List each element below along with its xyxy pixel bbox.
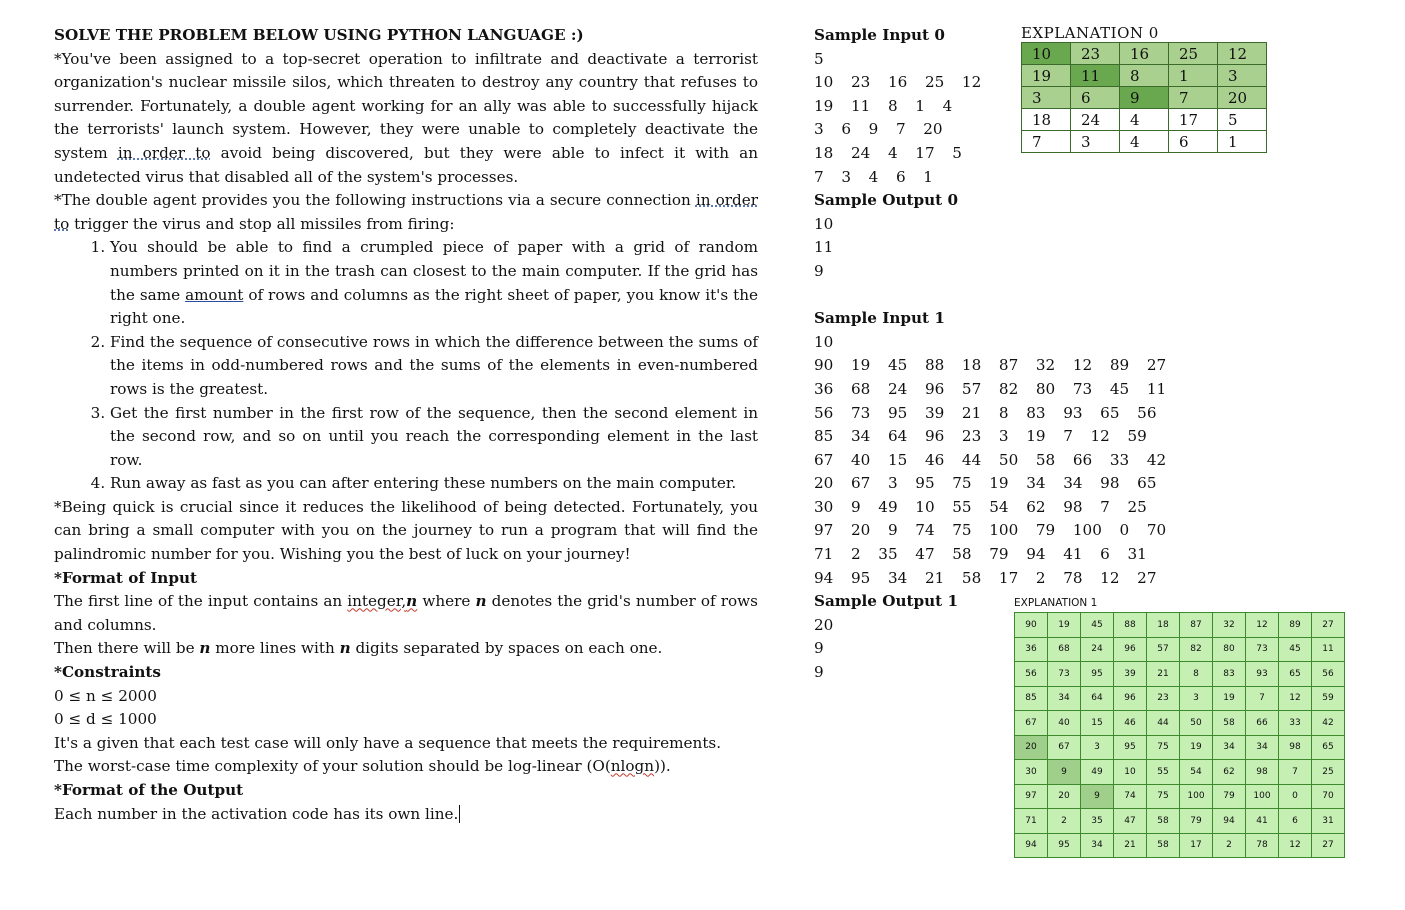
grid-cell: 67 bbox=[1048, 735, 1081, 760]
grid-cell: 16 bbox=[1120, 43, 1169, 65]
grid-row bbox=[1015, 735, 1345, 760]
grid-cell: 27 bbox=[1312, 613, 1345, 638]
grid-cell: 6 bbox=[1071, 87, 1120, 109]
grid-row bbox=[1022, 109, 1267, 131]
step-text: Get the first number in the first row of the sequence, then the second element in the second row, and so on until you reach the corresponding element in the last row. bbox=[110, 403, 758, 469]
grid-cell: 10 bbox=[1022, 43, 1071, 65]
grid-row bbox=[1022, 87, 1267, 109]
fi2-n2: n bbox=[339, 639, 351, 658]
grid-cell: 71 bbox=[1015, 809, 1048, 834]
fi1-n: n bbox=[406, 592, 418, 611]
sample-line: 85 34 64 96 23 3 19 7 12 59 bbox=[814, 427, 1147, 446]
closing-paragraph: *Being quick is crucial since it reduces the likelihood of being detected. Fortunately, you can bring a small computer with you on the journey to run a program that will find the palindromic number for you. Wishing you the best of luck on your journey! bbox=[54, 497, 758, 564]
grid-row bbox=[1015, 760, 1345, 785]
explanation-0-grid bbox=[1021, 42, 1267, 153]
fi1-a: The first line of the input contains an bbox=[54, 592, 348, 611]
format-input-line-1 bbox=[54, 590, 758, 637]
grid-cell: 34 bbox=[1246, 735, 1279, 760]
step-item bbox=[110, 331, 758, 402]
step-item bbox=[110, 402, 758, 473]
grid-cell: 33 bbox=[1279, 711, 1312, 736]
grid-cell: 6 bbox=[1169, 131, 1218, 153]
grid-cell: 3 bbox=[1218, 65, 1267, 87]
grid-cell: 3 bbox=[1022, 87, 1071, 109]
intro-grammar-mark: in order to bbox=[117, 143, 211, 162]
explanation-0-title: EXPLANATION 0 bbox=[1021, 24, 1159, 42]
sample-line: 20 67 3 95 75 19 34 34 98 65 bbox=[814, 474, 1157, 493]
sample-line: 94 95 34 21 58 17 2 78 12 27 bbox=[814, 568, 1157, 587]
fi2-a: Then there will be bbox=[54, 639, 200, 658]
fi1-n2: n bbox=[475, 592, 487, 611]
grid-cell: 9 bbox=[1120, 87, 1169, 109]
sample-line: 10 bbox=[814, 332, 834, 351]
grid-cell: 7 bbox=[1246, 686, 1279, 711]
grid-cell: 41 bbox=[1246, 809, 1279, 834]
sample-line: 97 20 9 74 75 100 79 100 0 70 bbox=[814, 521, 1167, 540]
grid-cell: 64 bbox=[1081, 686, 1114, 711]
grid-cell: 66 bbox=[1246, 711, 1279, 736]
grid-cell: 67 bbox=[1015, 711, 1048, 736]
grid-cell: 93 bbox=[1246, 662, 1279, 687]
grid-row bbox=[1015, 784, 1345, 809]
steps-list bbox=[54, 236, 758, 496]
format-output-line: Each number in the activation code has its own line. bbox=[54, 804, 459, 823]
fi1-integer bbox=[347, 592, 417, 610]
sample-line: 71 2 35 47 58 79 94 41 6 31 bbox=[814, 545, 1147, 564]
grid-cell: 65 bbox=[1312, 735, 1345, 760]
grid-cell: 68 bbox=[1048, 637, 1081, 662]
grid-cell: 89 bbox=[1279, 613, 1312, 638]
grid-cell: 49 bbox=[1081, 760, 1114, 785]
problem-heading: SOLVE THE PROBLEM BELOW USING PYTHON LANGUAGE :) bbox=[54, 26, 584, 44]
grid-cell: 12 bbox=[1279, 686, 1312, 711]
grid-cell: 62 bbox=[1213, 760, 1246, 785]
grid-cell: 0 bbox=[1279, 784, 1312, 809]
grid-cell: 34 bbox=[1213, 735, 1246, 760]
grid-cell: 73 bbox=[1048, 662, 1081, 687]
constraint-d: 0 ≤ d ≤ 1000 bbox=[54, 710, 157, 729]
sample-line: 19 11 8 1 4 bbox=[814, 96, 953, 115]
grid-cell: 50 bbox=[1180, 711, 1213, 736]
sample-line: 10 23 16 25 12 bbox=[814, 73, 982, 92]
grid-cell: 73 bbox=[1246, 637, 1279, 662]
grid-cell: 34 bbox=[1081, 833, 1114, 858]
intro-paragraph bbox=[54, 48, 758, 190]
grid-cell: 78 bbox=[1246, 833, 1279, 858]
grid-cell: 97 bbox=[1015, 784, 1048, 809]
grid-cell: 44 bbox=[1147, 711, 1180, 736]
step-item bbox=[110, 236, 758, 330]
sample-line: 11 bbox=[814, 238, 834, 257]
grid-cell: 11 bbox=[1312, 637, 1345, 662]
grid-cell: 23 bbox=[1071, 43, 1120, 65]
constraints-heading: *Constraints bbox=[54, 663, 161, 682]
grid-cell: 3 bbox=[1071, 131, 1120, 153]
grid-cell: 2 bbox=[1048, 809, 1081, 834]
sample-line: 36 68 24 96 57 82 80 73 45 11 bbox=[814, 379, 1167, 398]
instructions-text-b: trigger the virus and stop all missiles from firing: bbox=[69, 214, 455, 233]
grid-cell: 65 bbox=[1279, 662, 1312, 687]
grid-cell: 35 bbox=[1081, 809, 1114, 834]
grid-cell: 21 bbox=[1147, 662, 1180, 687]
grid-cell: 1 bbox=[1169, 65, 1218, 87]
sample-line: 7 3 4 6 1 bbox=[814, 167, 933, 186]
grid-cell: 85 bbox=[1015, 686, 1048, 711]
sample-output-1-heading: Sample Output 1 bbox=[814, 592, 959, 611]
grid-cell: 10 bbox=[1114, 760, 1147, 785]
grid-cell: 2 bbox=[1213, 833, 1246, 858]
instructions-paragraph bbox=[54, 189, 758, 236]
grid-cell: 25 bbox=[1312, 760, 1345, 785]
grid-cell: 59 bbox=[1312, 686, 1345, 711]
grid-row bbox=[1015, 833, 1345, 858]
grid-cell: 20 bbox=[1015, 735, 1048, 760]
grid-cell: 88 bbox=[1114, 613, 1147, 638]
grid-cell: 95 bbox=[1048, 833, 1081, 858]
grid-cell: 55 bbox=[1147, 760, 1180, 785]
grid-cell: 20 bbox=[1218, 87, 1267, 109]
grid-cell: 7 bbox=[1279, 760, 1312, 785]
grid-cell: 42 bbox=[1312, 711, 1345, 736]
grid-row bbox=[1015, 711, 1345, 736]
fi2-b: more lines with bbox=[210, 639, 340, 658]
text-cursor bbox=[459, 805, 460, 823]
grid-cell: 39 bbox=[1114, 662, 1147, 687]
grid-cell: 24 bbox=[1071, 109, 1120, 131]
explanation-1 bbox=[1014, 597, 1345, 858]
grid-cell: 12 bbox=[1279, 833, 1312, 858]
format-output-text[interactable] bbox=[54, 803, 758, 827]
grid-cell: 19 bbox=[1213, 686, 1246, 711]
grid-cell: 40 bbox=[1048, 711, 1081, 736]
instructions-text-a: *The double agent provides you the following instructions via a secure connection bbox=[54, 191, 696, 210]
grid-cell: 4 bbox=[1120, 131, 1169, 153]
grid-cell: 9 bbox=[1048, 760, 1081, 785]
format-output-heading: *Format of the Output bbox=[54, 781, 244, 799]
grid-cell: 45 bbox=[1081, 613, 1114, 638]
fi1-b: where bbox=[417, 592, 476, 611]
sample-line: 18 24 4 17 5 bbox=[814, 143, 962, 162]
grid-cell: 31 bbox=[1312, 809, 1345, 834]
fi1-u: integer, bbox=[347, 592, 407, 611]
grid-cell: 1 bbox=[1218, 131, 1267, 153]
grid-cell: 19 bbox=[1048, 613, 1081, 638]
grid-cell: 47 bbox=[1114, 809, 1147, 834]
grid-cell: 87 bbox=[1180, 613, 1213, 638]
grid-cell: 80 bbox=[1213, 637, 1246, 662]
grid-row bbox=[1022, 65, 1267, 87]
grid-cell: 17 bbox=[1180, 833, 1213, 858]
grid-cell: 45 bbox=[1279, 637, 1312, 662]
sample-line: 5 bbox=[814, 49, 824, 68]
grid-cell: 79 bbox=[1213, 784, 1246, 809]
sample-input-0-heading: Sample Input 0 bbox=[814, 26, 945, 44]
grid-cell: 83 bbox=[1213, 662, 1246, 687]
grid-cell: 54 bbox=[1180, 760, 1213, 785]
sample-output-1 bbox=[814, 614, 1004, 685]
grid-cell: 18 bbox=[1147, 613, 1180, 638]
grid-cell: 6 bbox=[1279, 809, 1312, 834]
fi2-n: n bbox=[199, 639, 211, 658]
grid-cell: 79 bbox=[1180, 809, 1213, 834]
grid-cell: 24 bbox=[1081, 637, 1114, 662]
explanation-1-grid bbox=[1014, 612, 1345, 858]
grid-cell: 7 bbox=[1022, 131, 1071, 153]
grid-cell: 74 bbox=[1114, 784, 1147, 809]
grid-cell: 56 bbox=[1015, 662, 1048, 687]
intro-text-b: avoid being discovered, but they were able to infect it with an undetected virus that disabled all of the system's processes. bbox=[54, 143, 758, 186]
sample-line: 9 bbox=[814, 639, 824, 658]
grid-cell: 21 bbox=[1114, 833, 1147, 858]
grid-cell: 9 bbox=[1081, 784, 1114, 809]
sample-line: 67 40 15 46 44 50 58 66 33 42 bbox=[814, 450, 1167, 469]
grid-cell: 96 bbox=[1114, 686, 1147, 711]
sample-input-1-heading: Sample Input 1 bbox=[814, 309, 945, 328]
grid-cell: 19 bbox=[1022, 65, 1071, 87]
grid-row bbox=[1015, 637, 1345, 662]
sample-line: 20 bbox=[814, 615, 834, 634]
sample-line: 9 bbox=[814, 261, 824, 280]
sample-input-1 bbox=[814, 331, 1167, 591]
grid-cell: 95 bbox=[1114, 735, 1147, 760]
sample-line: 90 19 45 88 18 87 32 12 89 27 bbox=[814, 356, 1167, 375]
instructions-grammar-mark: in order to bbox=[54, 191, 759, 233]
nc-u: nlogn bbox=[610, 757, 655, 776]
grid-cell: 95 bbox=[1081, 662, 1114, 687]
step-text: Find the sequence of consecutive rows in which the difference between the sums of the items in odd-numbered rows and the sums of the elements in even-numbered rows is the greatest. bbox=[110, 332, 758, 398]
grid-cell: 27 bbox=[1312, 833, 1345, 858]
grid-cell: 15 bbox=[1081, 711, 1114, 736]
grid-cell: 90 bbox=[1015, 613, 1048, 638]
sample-line: 3 6 9 7 20 bbox=[814, 120, 943, 139]
step-item bbox=[110, 472, 758, 496]
nc-a: The worst-case time complexity of your solution should be log-linear (O( bbox=[54, 757, 611, 776]
grid-cell: 32 bbox=[1213, 613, 1246, 638]
grid-cell: 8 bbox=[1180, 662, 1213, 687]
grid-cell: 70 bbox=[1312, 784, 1345, 809]
step-underlined: amount bbox=[185, 285, 244, 304]
grid-cell: 75 bbox=[1147, 784, 1180, 809]
nc-b: )). bbox=[654, 757, 671, 776]
fi2-c: digits separated by spaces on each one. bbox=[350, 639, 663, 658]
grid-cell: 5 bbox=[1218, 109, 1267, 131]
grid-cell: 25 bbox=[1169, 43, 1218, 65]
step-text: You should be able to find a crumpled piece of paper with a grid of random numbers printed on it in the trash can closest to the main computer. If the grid has the same bbox=[110, 238, 758, 304]
grid-cell: 82 bbox=[1180, 637, 1213, 662]
grid-cell: 58 bbox=[1147, 833, 1180, 858]
grid-cell: 30 bbox=[1015, 760, 1048, 785]
grid-cell: 100 bbox=[1180, 784, 1213, 809]
grid-cell: 34 bbox=[1048, 686, 1081, 711]
problem-statement bbox=[54, 24, 758, 826]
grid-cell: 56 bbox=[1312, 662, 1345, 687]
grid-cell: 46 bbox=[1114, 711, 1147, 736]
grid-cell: 58 bbox=[1147, 809, 1180, 834]
grid-cell: 12 bbox=[1246, 613, 1279, 638]
grid-cell: 3 bbox=[1081, 735, 1114, 760]
constraint-n: 0 ≤ n ≤ 2000 bbox=[54, 686, 157, 705]
sample-line: 30 9 49 10 55 54 62 98 7 25 bbox=[814, 497, 1147, 516]
step-text: Run away as fast as you can after entering these numbers on the main computer. bbox=[110, 474, 737, 493]
sample-input-0 bbox=[814, 48, 1004, 190]
grid-row bbox=[1015, 662, 1345, 687]
sample-output-0-heading: Sample Output 0 bbox=[814, 191, 959, 210]
grid-cell: 7 bbox=[1169, 87, 1218, 109]
grid-row bbox=[1015, 613, 1345, 638]
grid-cell: 94 bbox=[1213, 809, 1246, 834]
grid-cell: 12 bbox=[1218, 43, 1267, 65]
grid-cell: 18 bbox=[1022, 109, 1071, 131]
grid-cell: 8 bbox=[1120, 65, 1169, 87]
grid-cell: 57 bbox=[1147, 637, 1180, 662]
sample-line: 9 bbox=[814, 663, 824, 682]
grid-row bbox=[1015, 686, 1345, 711]
note-complexity bbox=[54, 755, 758, 779]
explanation-0 bbox=[1021, 24, 1267, 153]
grid-cell: 17 bbox=[1169, 109, 1218, 131]
grid-row bbox=[1015, 809, 1345, 834]
explanation-1-title: EXPLANATION 1 bbox=[1014, 597, 1098, 609]
grid-cell: 4 bbox=[1120, 109, 1169, 131]
grid-cell: 94 bbox=[1015, 833, 1048, 858]
grid-cell: 98 bbox=[1246, 760, 1279, 785]
grid-cell: 98 bbox=[1279, 735, 1312, 760]
grid-cell: 23 bbox=[1147, 686, 1180, 711]
grid-cell: 36 bbox=[1015, 637, 1048, 662]
grid-row bbox=[1022, 131, 1267, 153]
format-input-line-2 bbox=[54, 637, 758, 661]
grid-cell: 100 bbox=[1246, 784, 1279, 809]
intro-text-a: *You've been assigned to a top-secret operation to infiltrate and deactivate a terrorist organization's nuclear missile silos, which threaten to destroy any country that refuses to surrender. Fortunately, a double agent working for an ally was able to successfully hijack the terrorists' launch system. However, they were unable to completely deactivate the system bbox=[54, 49, 758, 162]
format-input-heading: *Format of Input bbox=[54, 568, 198, 587]
step-text-b: of rows and columns as the right sheet of paper, you know it's the right one. bbox=[110, 285, 758, 328]
grid-cell: 11 bbox=[1071, 65, 1120, 87]
grid-cell: 58 bbox=[1213, 711, 1246, 736]
sample-line: 56 73 95 39 21 8 83 93 65 56 bbox=[814, 403, 1157, 422]
grid-row bbox=[1022, 43, 1267, 65]
sample-line: 10 bbox=[814, 214, 834, 233]
fi1-c: denotes the grid's number of rows and columns. bbox=[54, 592, 758, 634]
grid-cell: 19 bbox=[1180, 735, 1213, 760]
grid-cell: 3 bbox=[1180, 686, 1213, 711]
grid-cell: 96 bbox=[1114, 637, 1147, 662]
grid-cell: 75 bbox=[1147, 735, 1180, 760]
note-sequence: It's a given that each test case will only have a sequence that meets the requirements. bbox=[54, 733, 722, 752]
sample-output-0 bbox=[814, 213, 1004, 284]
grid-cell: 20 bbox=[1048, 784, 1081, 809]
